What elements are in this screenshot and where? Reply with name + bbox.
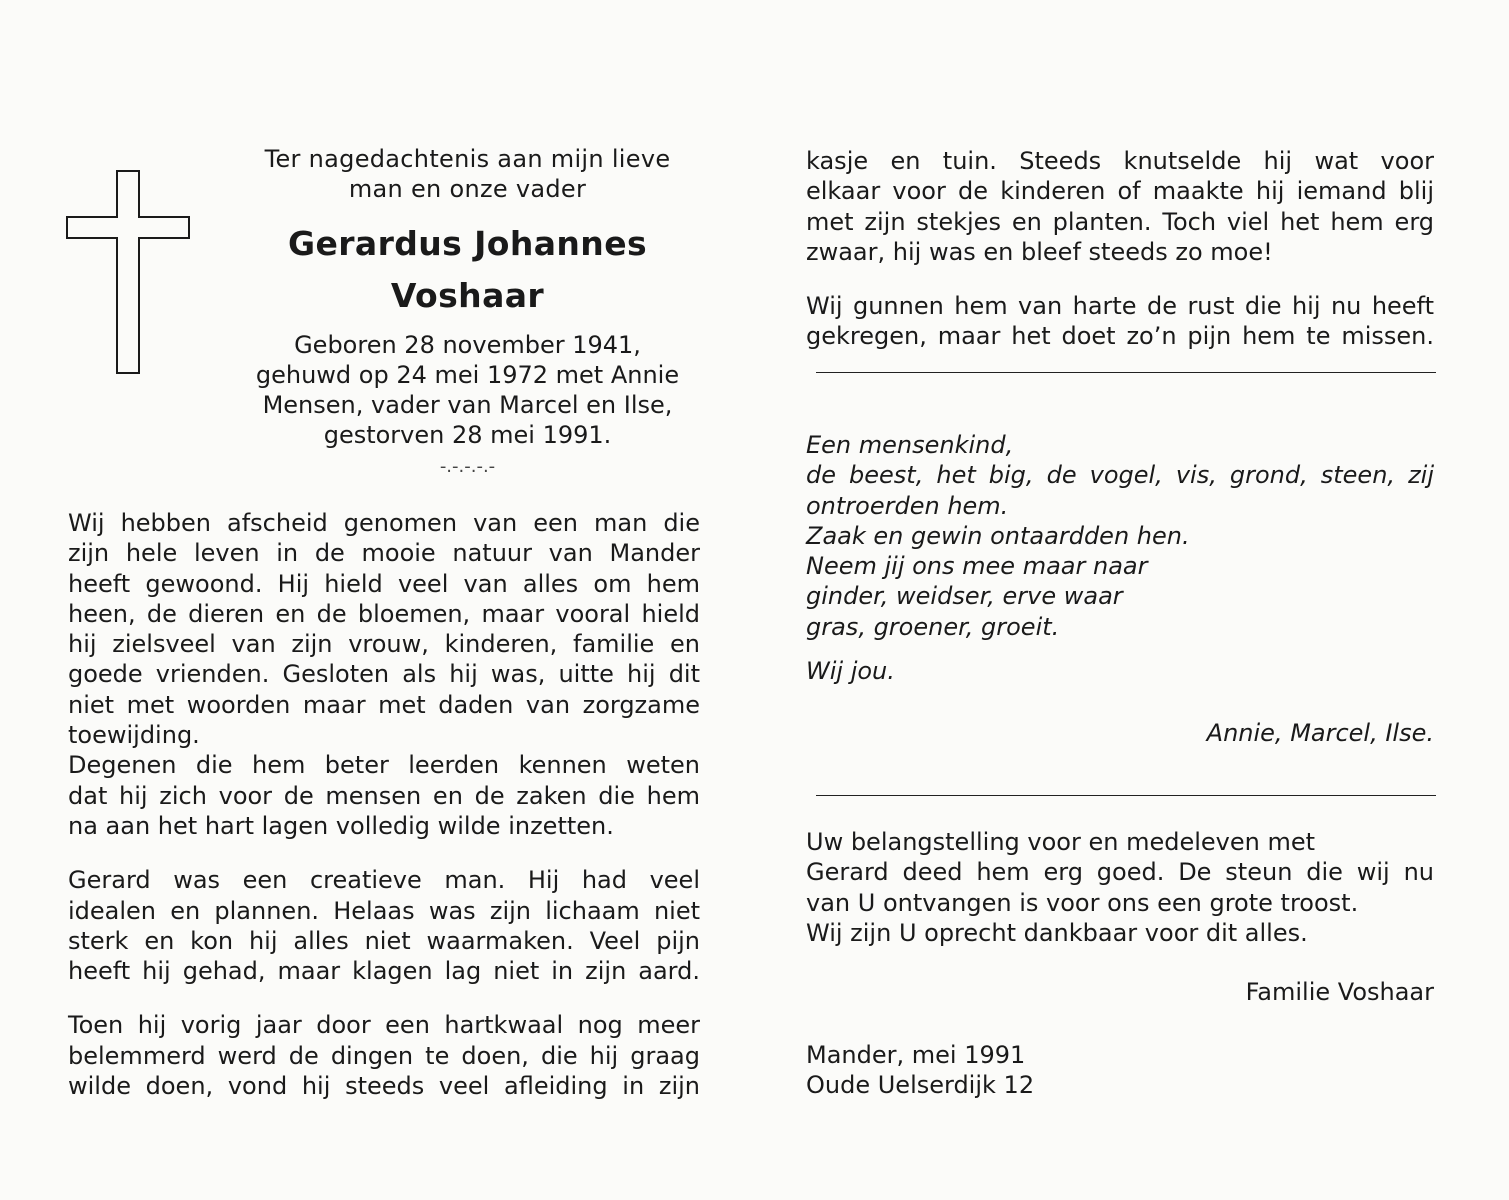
poem-line: de beest, het big, de vogel, vis, grond, steen, zij	[806, 461, 1434, 490]
place-date: Mander, mei 1991	[806, 1041, 1026, 1069]
poem-closing: Wij jou.	[806, 657, 895, 686]
thanks-line: van U ontvangen is voor ons een grote troost.	[806, 888, 1359, 917]
thanks-line: Wij zijn U oprecht dankbaar voor dit alles.	[806, 918, 1308, 947]
text-line: sterk en kon hij alles niet waarmaken. Veel pijn	[68, 926, 700, 955]
text-line: heeft hij gehad, maar klagen lag niet in zijn aard.	[68, 957, 700, 986]
cross-icon	[66, 170, 190, 374]
text-line: Toen hij vorig jaar door een hartkwaal nog meer	[68, 1011, 700, 1040]
text-line: hij zielsveel van zijn vrouw, kinderen, familie en	[68, 630, 700, 659]
poem-line: Een mensenkind,	[806, 431, 1014, 459]
poem	[806, 430, 1434, 686]
poem-line: gras, groener, groeit.	[806, 612, 1060, 641]
intro-line: Ter nagedachtenis aan mijn lieve	[264, 145, 671, 173]
text-line: zijn hele leven in de mooie natuur van Mander	[68, 539, 700, 568]
divider	[816, 795, 1436, 796]
text-line: heen, de dieren en de bloemen, maar vooral hield	[68, 599, 700, 628]
thanks-text	[806, 827, 1434, 948]
text-line: wilde doen, vond hij steeds veel afleiding in zijn	[68, 1072, 700, 1101]
text-line: Gerard was een creatieve man. Hij had veel	[68, 866, 700, 895]
dates-line: gestorven 28 mei 1991.	[323, 421, 612, 449]
paragraph	[806, 291, 1434, 352]
thanks-line: Uw belangstelling voor en medeleven met	[806, 828, 1316, 856]
header-block	[225, 144, 710, 478]
text-line: Wij hebben afscheid genomen van een man die	[68, 509, 700, 537]
poem-line: ginder, weidser, erve waar	[806, 582, 1123, 611]
intro-line: man en onze vader	[348, 175, 587, 203]
poem-line: ontroerden hem.	[806, 491, 1009, 520]
paragraph	[68, 1010, 700, 1101]
address: Oude Uelserdijk 12	[806, 1071, 1035, 1100]
intro-text	[225, 144, 710, 204]
text-line: kasje en tuin. Steeds knutselde hij wat voor	[806, 147, 1434, 175]
deceased-name	[225, 218, 710, 322]
text-line: belemmerd werd de dingen te doen, die hij graag	[68, 1041, 700, 1070]
poem-line: Zaak en gewin ontaardden hen.	[806, 521, 1190, 550]
text-line: zwaar, hij was en bleef steeds zo moe!	[806, 237, 1273, 266]
dates-line: gehuwd op 24 mei 1972 met Annie	[255, 361, 680, 389]
text-line: Wij gunnen hem van harte de rust die hij nu heeft	[806, 292, 1434, 321]
text-line: elkaar voor de kinderen of maakte hij iemand blij	[806, 177, 1434, 206]
text-line: goede vrienden. Gesloten als hij was, uitte hij dit	[68, 660, 700, 689]
thanks-line: Gerard deed hem erg goed. De steun die wij nu	[806, 858, 1434, 887]
text-line: dat hij zich voor de mensen en de zaken die hem	[68, 781, 700, 810]
text-line: na aan het hart lagen volledig wilde inzetten.	[68, 811, 614, 840]
text-line: niet met woorden maar met daden van zorgzame	[68, 690, 700, 719]
paragraph	[806, 146, 1434, 267]
dates-line: Geboren 28 november 1941,	[294, 331, 641, 359]
divider	[816, 372, 1436, 373]
text-line: toewijding.	[68, 721, 200, 750]
poem-line: Neem jij ons mee maar naar	[806, 552, 1148, 581]
life-dates	[225, 330, 710, 450]
left-column	[68, 508, 700, 1101]
text-line: heeft gewoond. Hij hield veel van alles om hem	[68, 569, 700, 598]
text-line: idealen en plannen. Helaas was zijn lichaam niet	[68, 896, 700, 925]
poem-signature: Annie, Marcel, Ilse.	[1206, 719, 1434, 747]
text-line: Degenen die hem beter leerden kennen weten	[68, 751, 700, 780]
paragraph	[68, 508, 700, 750]
dates-line: Mensen, vader van Marcel en Ilse,	[262, 391, 673, 419]
paragraph	[68, 750, 700, 841]
text-line: gekregen, maar het doet zo’n pijn hem te missen.	[806, 322, 1434, 351]
name-line: Voshaar	[390, 276, 545, 315]
name-line: Gerardus Johannes	[287, 224, 648, 263]
text-line: met zijn stekjes en planten. Toch viel het hem erg	[806, 207, 1434, 236]
paragraph	[68, 865, 700, 986]
separator: -.-.-.-.-	[439, 456, 496, 477]
right-column	[806, 146, 1434, 352]
place-and-address	[806, 1040, 1034, 1101]
family-signature: Familie Voshaar	[1245, 978, 1434, 1006]
